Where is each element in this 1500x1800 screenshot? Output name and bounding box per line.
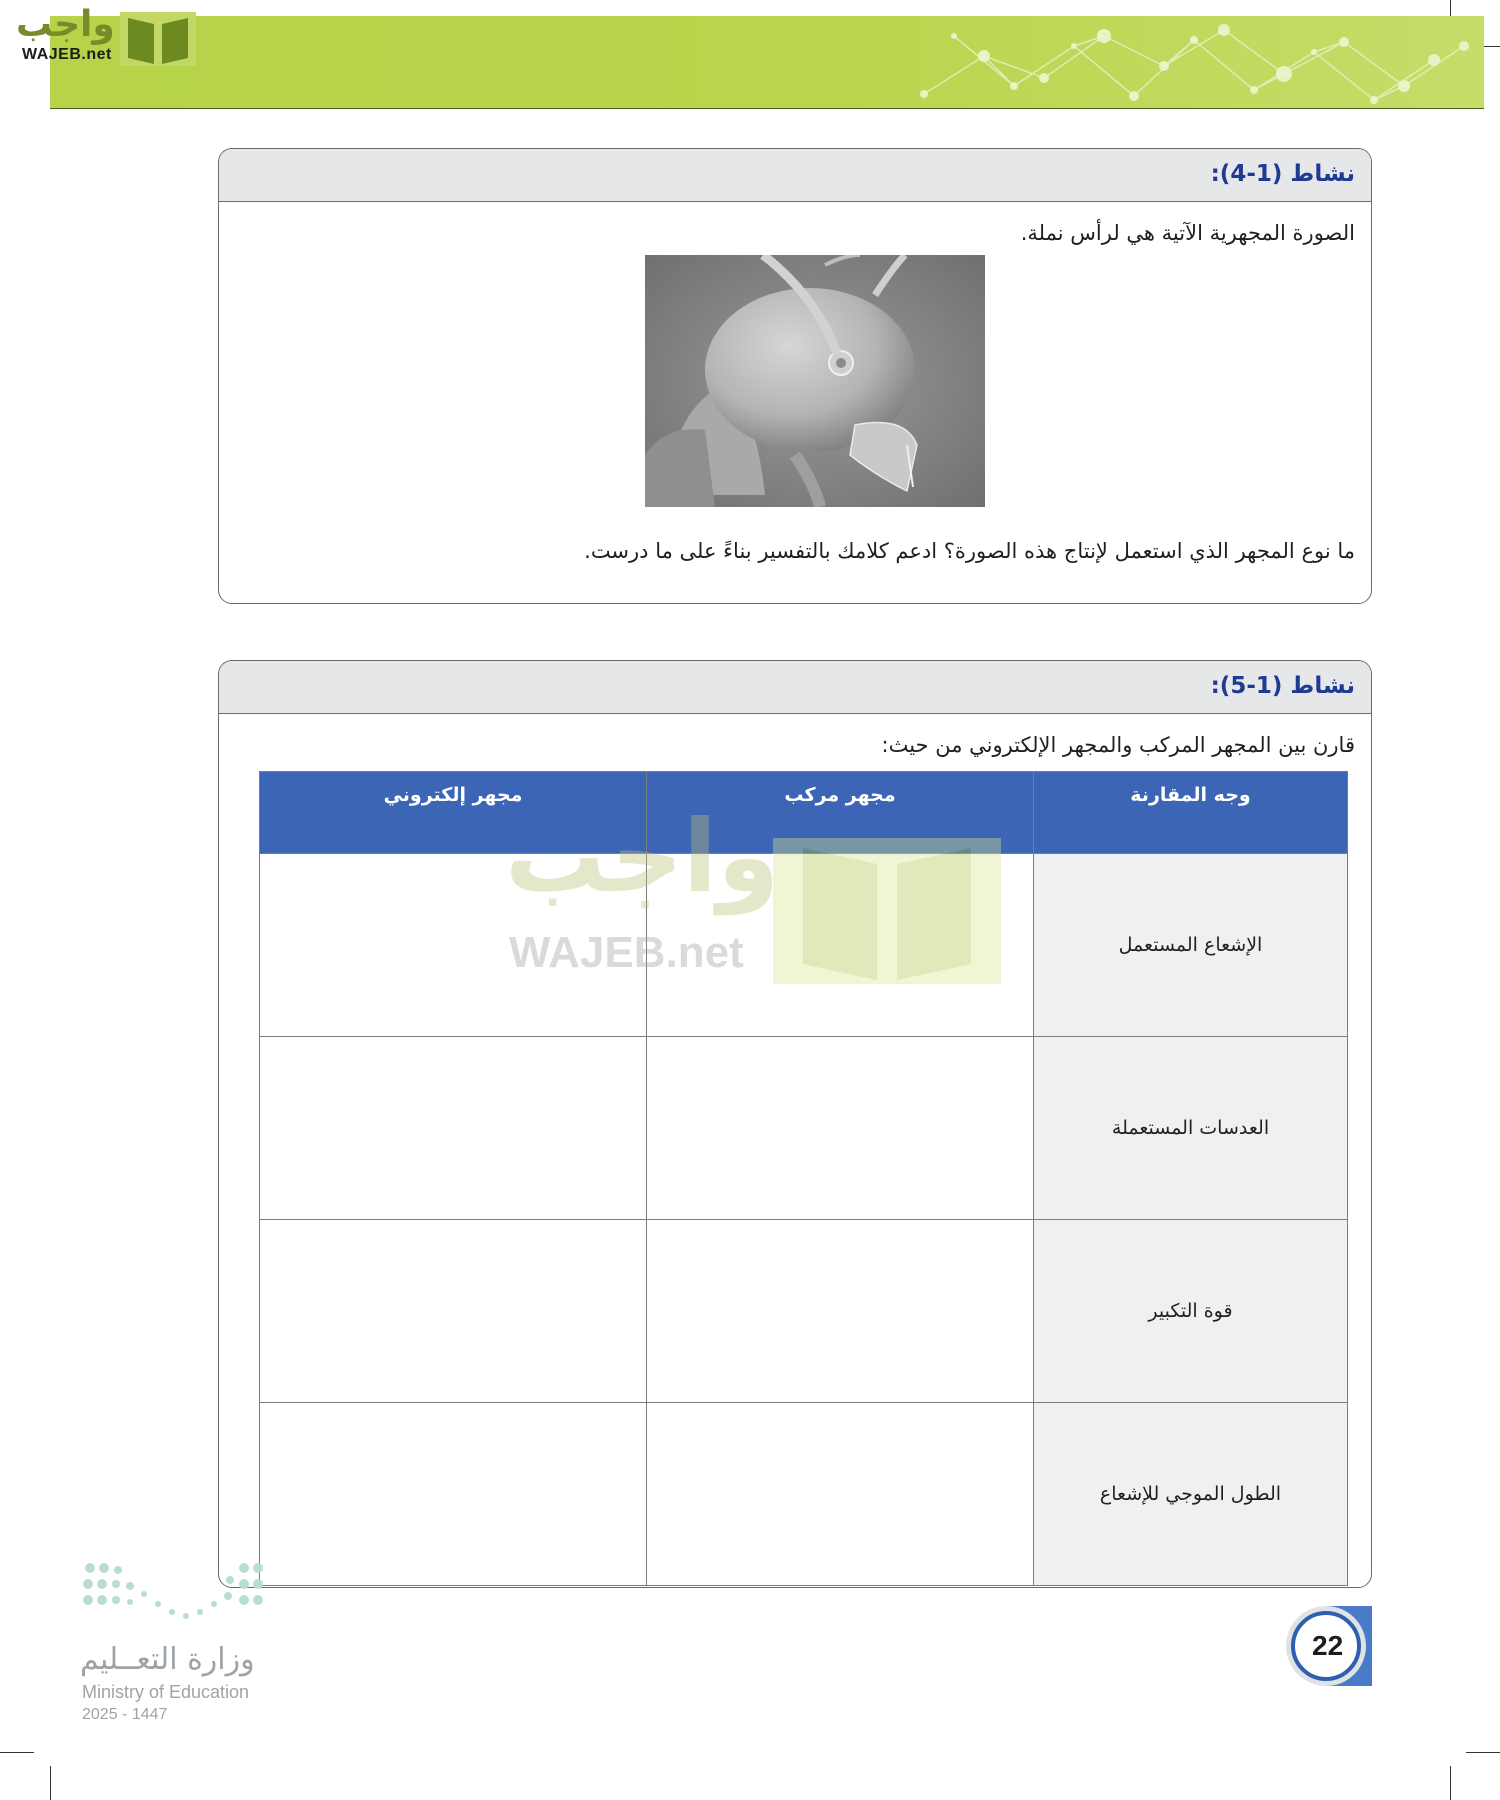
row-label: العدسات المستعملة xyxy=(1034,1037,1348,1220)
logo-arabic-text: واجب xyxy=(16,4,115,45)
header-compound-microscope: مجهر مركب xyxy=(647,772,1034,854)
activity-1-5-header xyxy=(219,661,1371,714)
table-row xyxy=(260,1220,1348,1403)
crop-mark xyxy=(1466,1752,1500,1753)
ministry-dots-emblem xyxy=(80,1560,270,1630)
watermark-arabic-text: واجب xyxy=(505,798,780,915)
academic-year: 2025 - 1447 xyxy=(82,1706,168,1723)
crop-mark xyxy=(1450,1766,1451,1800)
activity-1-4-header xyxy=(219,149,1371,202)
activity-1-4-question: ما نوع المجهر الذي استعمل لإنتاج هذه الصورة؟ ادعم كلامك بالتفسير بناءً على ما درست. xyxy=(584,539,1355,563)
header-electron-microscope: مجهر إلكتروني xyxy=(260,772,647,854)
molecule-pattern xyxy=(864,16,1484,108)
logo-latin-text: WAJEB.net xyxy=(22,46,112,63)
answer-cell[interactable] xyxy=(260,1403,647,1586)
crop-mark xyxy=(50,1766,51,1800)
answer-cell[interactable] xyxy=(260,1220,647,1403)
header-banner xyxy=(50,16,1484,109)
table-header-row xyxy=(260,772,1348,854)
wajeb-logo xyxy=(8,4,198,64)
header-comparison-aspect: وجه المقارنة xyxy=(1034,772,1348,854)
table-row xyxy=(260,1037,1348,1220)
activity-1-4-title: نشاط (1-4): xyxy=(1210,161,1355,187)
table-row xyxy=(260,854,1348,1037)
answer-cell[interactable] xyxy=(647,854,1034,1037)
row-label: الطول الموجي للإشعاع xyxy=(1034,1403,1348,1586)
watermark-latin-text: WAJEB.net xyxy=(509,928,744,977)
activity-1-5-intro: قارن بين المجهر المركب والمجهر الإلكتروني من حيث: xyxy=(881,733,1355,757)
answer-cell[interactable] xyxy=(260,854,647,1037)
activity-1-4-box xyxy=(218,148,1372,604)
page-number: 22 xyxy=(1312,1630,1344,1661)
ministry-english-name: Ministry of Education xyxy=(82,1682,250,1702)
answer-cell[interactable] xyxy=(647,1037,1034,1220)
ministry-of-education-logo xyxy=(80,1560,280,1730)
activity-1-5-title: نشاط (1-5): xyxy=(1210,673,1355,699)
answer-cell[interactable] xyxy=(647,1220,1034,1403)
comparison-table xyxy=(259,771,1348,1586)
row-label: قوة التكبير xyxy=(1034,1220,1348,1403)
book-icon xyxy=(120,8,196,68)
activity-1-4-intro: الصورة المجهرية الآتية هي لرأس نملة. xyxy=(1020,221,1355,245)
ant-head-micrograph xyxy=(645,255,985,507)
page-number-badge xyxy=(1286,1606,1372,1686)
ministry-arabic-name: وزارة التعــليم xyxy=(80,1642,255,1677)
answer-cell[interactable] xyxy=(260,1037,647,1220)
table-row xyxy=(260,1403,1348,1586)
activity-1-5-box xyxy=(218,660,1372,1588)
crop-mark xyxy=(0,1752,34,1753)
answer-cell[interactable] xyxy=(647,1403,1034,1586)
row-label: الإشعاع المستعمل xyxy=(1034,854,1348,1037)
